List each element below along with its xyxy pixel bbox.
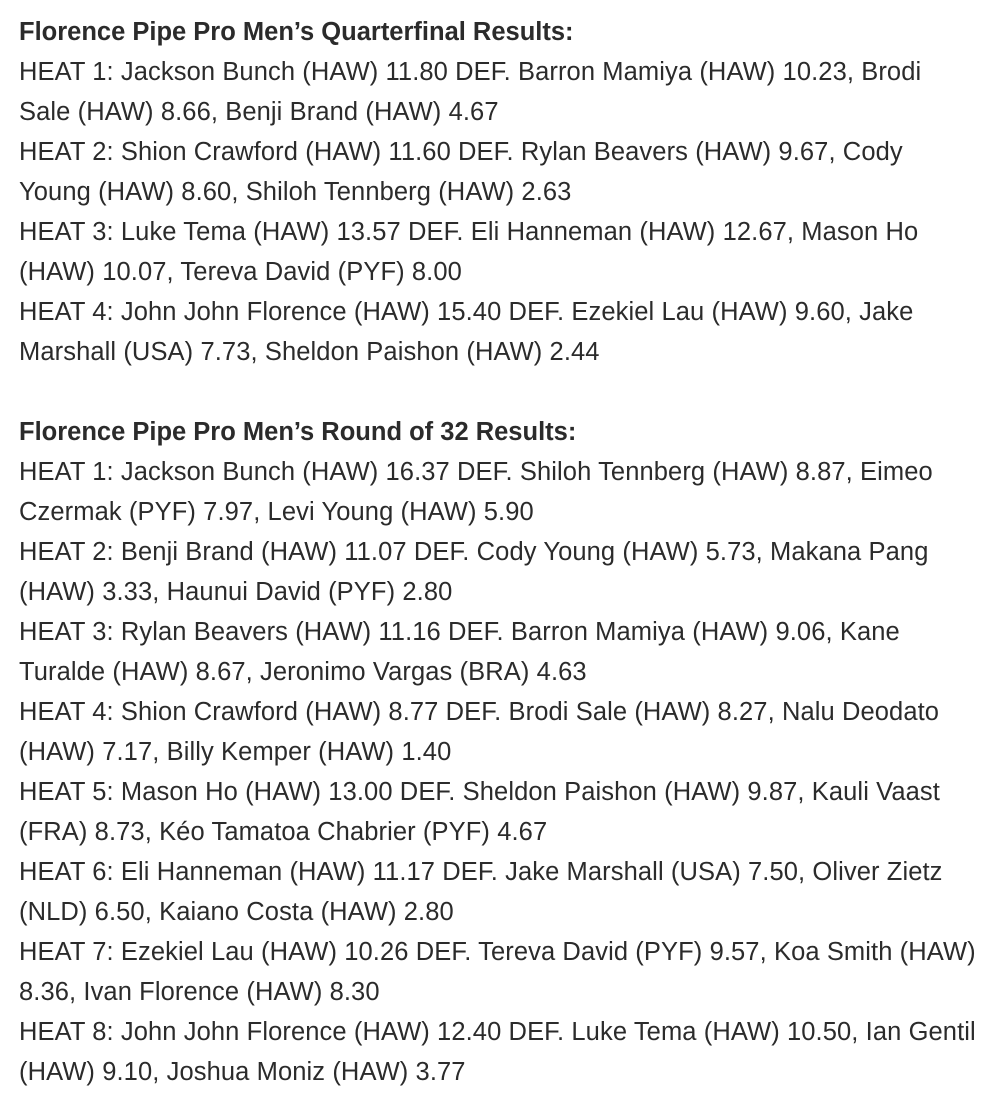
section-title: Florence Pipe Pro Men’s Round of 32 Results: bbox=[19, 418, 577, 446]
section-divider bbox=[19, 372, 978, 412]
heat-result: HEAT 1: Jackson Bunch (HAW) 11.80 DEF. Barron Mamiya (HAW) 10.23, Brodi Sale (HAW) 8.66, Benji Brand (HAW) 4.67 bbox=[19, 58, 922, 126]
heat-result: HEAT 3: Rylan Beavers (HAW) 11.16 DEF. Barron Mamiya (HAW) 9.06, Kane Turalde (HAW) 8.67, Jeronimo Vargas (BRA) 4.63 bbox=[19, 618, 900, 686]
heat-result: HEAT 7: Ezekiel Lau (HAW) 10.26 DEF. Tereva David (PYF) 9.57, Koa Smith (HAW) 8.36, Ivan Florence (HAW) 8.30 bbox=[19, 938, 976, 1006]
heat-result: HEAT 5: Mason Ho (HAW) 13.00 DEF. Sheldon Paishon (HAW) 9.87, Kauli Vaast (FRA) 8.73, Kéo Tamatoa Chabrier (PYF) 4.67 bbox=[19, 778, 940, 846]
heat-result: HEAT 2: Shion Crawford (HAW) 11.60 DEF. Rylan Beavers (HAW) 9.67, Cody Young (HAW) 8.60, Shiloh Tennberg (HAW) 2.63 bbox=[19, 138, 903, 206]
heat-list bbox=[19, 452, 978, 1092]
heat-result: HEAT 4: Shion Crawford (HAW) 8.77 DEF. Brodi Sale (HAW) 8.27, Nalu Deodato (HAW) 7.17, Billy Kemper (HAW) 1.40 bbox=[19, 698, 940, 766]
heat-result: HEAT 6: Eli Hanneman (HAW) 11.17 DEF. Jake Marshall (USA) 7.50, Oliver Zietz (NLD) 6.50, Kaiano Costa (HAW) 2.80 bbox=[19, 858, 943, 926]
heat-result: HEAT 3: Luke Tema (HAW) 13.57 DEF. Eli Hanneman (HAW) 12.67, Mason Ho (HAW) 10.07, Tereva David (PYF) 8.00 bbox=[19, 218, 919, 286]
section-title: Florence Pipe Pro Men’s Quarterfinal Results: bbox=[19, 18, 574, 46]
heat-result: HEAT 2: Benji Brand (HAW) 11.07 DEF. Cody Young (HAW) 5.73, Makana Pang (HAW) 3.33, Haunui David (PYF) 2.80 bbox=[19, 538, 929, 606]
heat-result: HEAT 1: Jackson Bunch (HAW) 16.37 DEF. Shiloh Tennberg (HAW) 8.87, Eimeo Czermak (PYF) 7.97, Levi Young (HAW) 5.90 bbox=[19, 458, 933, 526]
heat-list bbox=[19, 52, 978, 372]
heat-result: HEAT 4: John John Florence (HAW) 15.40 DEF. Ezekiel Lau (HAW) 9.60, Jake Marshall (USA) 7.73, Sheldon Paishon (HAW) 2.44 bbox=[19, 298, 914, 366]
round-of-32-section bbox=[19, 412, 978, 1092]
heat-result: HEAT 8: John John Florence (HAW) 12.40 DEF. Luke Tema (HAW) 10.50, Ian Gentil (HAW) 9.10, Joshua Moniz (HAW) 3.77 bbox=[19, 1018, 976, 1086]
quarterfinal-section bbox=[19, 12, 978, 372]
